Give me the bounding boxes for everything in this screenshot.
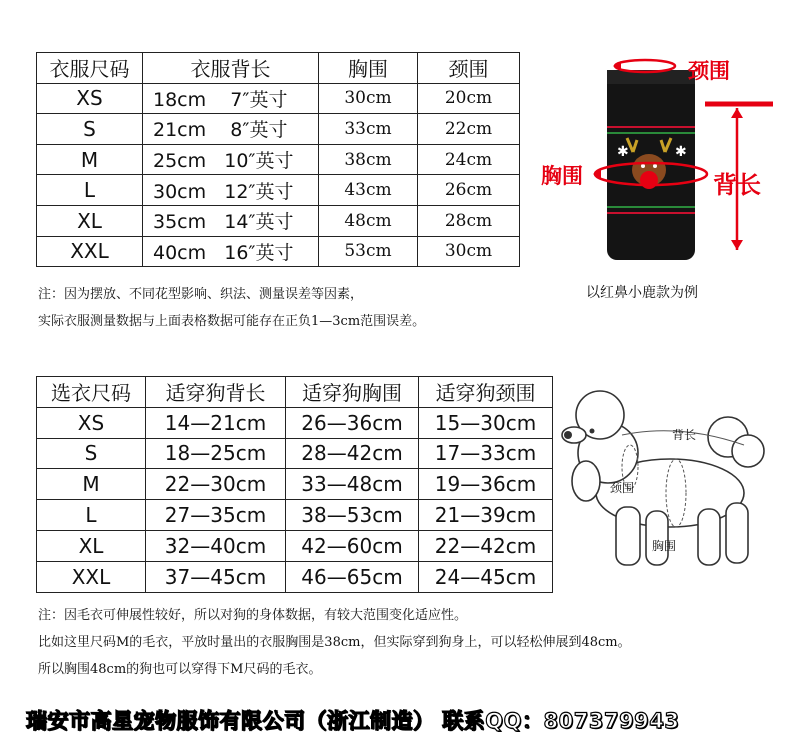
length-cell: 35cm 14″英寸 [143, 205, 319, 236]
size-cell: XS [37, 83, 143, 114]
chest-cell: 42—60cm [286, 530, 419, 561]
back-cell: 27—35cm [146, 500, 286, 531]
chest-cell: 53cm [319, 236, 418, 267]
length-cell: 30cm 12″英寸 [143, 175, 319, 206]
table-row [37, 236, 520, 267]
table-row [37, 144, 520, 175]
size-cell: XL [37, 530, 146, 561]
chest-cell: 33—48cm [286, 469, 419, 500]
table-header-row [37, 377, 553, 408]
size-cell: L [37, 175, 143, 206]
size-cell: XS [37, 407, 146, 438]
length-cell: 40cm 16″英寸 [143, 236, 319, 267]
neck-cell: 28cm [418, 205, 520, 236]
neck-cell: 24—45cm [419, 561, 553, 592]
svg-text:✱: ✱ [675, 144, 687, 160]
sweater-neck-label: 颈围 [688, 59, 730, 83]
neck-cell: 20cm [418, 83, 520, 114]
header-size: 衣服尺码 [37, 53, 143, 84]
back-cell: 18—25cm [146, 438, 286, 469]
sweater-chest-label: 胸围 [541, 164, 583, 188]
length-cell: 25cm 10″英寸 [143, 144, 319, 175]
chest-cell: 26—36cm [286, 407, 419, 438]
length-cell: 21cm 8″英寸 [143, 114, 319, 145]
header-neck: 颈围 [418, 53, 520, 84]
chest-cell: 38cm [319, 144, 418, 175]
header-length: 衣服背长 [143, 53, 319, 84]
size-cell: XXL [37, 236, 143, 267]
table-row [37, 561, 553, 592]
size-cell: M [37, 144, 143, 175]
size-cell: S [37, 438, 146, 469]
neck-cell: 22—42cm [419, 530, 553, 561]
neck-cell: 21—39cm [419, 500, 553, 531]
table-row [37, 407, 553, 438]
neck-cell: 26cm [418, 175, 520, 206]
neck-cell: 17—33cm [419, 438, 553, 469]
sweater-caption: 以红鼻小鹿款为例 [586, 285, 698, 301]
chest-cell: 43cm [319, 175, 418, 206]
header-chest: 胸围 [319, 53, 418, 84]
sweater-length-label: 背长 [713, 171, 761, 199]
header-chest: 适穿狗胸围 [286, 377, 419, 408]
size-cell: M [37, 469, 146, 500]
dog-back-label: 背长 [672, 428, 697, 442]
neck-cell: 24cm [418, 144, 520, 175]
chest-cell: 48cm [319, 205, 418, 236]
svg-text:✱: ✱ [617, 144, 629, 160]
chest-cell: 28—42cm [286, 438, 419, 469]
back-cell: 14—21cm [146, 407, 286, 438]
table-row [37, 175, 520, 206]
garment-size-table [36, 52, 520, 267]
dog-nose-icon [564, 431, 572, 439]
header-neck: 适穿狗颈围 [419, 377, 553, 408]
size-cell: XXL [37, 561, 146, 592]
neck-cell: 30cm [418, 236, 520, 267]
header-size: 选衣尺码 [37, 377, 146, 408]
dog-neck-label: 颈围 [610, 481, 635, 495]
neck-cell: 19—36cm [419, 469, 553, 500]
company-footer: 瑞安市高星宠物服饰有限公司（浙江制造） 联系QQ：807379943 [26, 709, 680, 733]
table-header-row [37, 53, 520, 84]
table-row [37, 205, 520, 236]
table-row [37, 438, 553, 469]
note2-line2: 比如这里尺码M的毛衣，平放时量出的衣服胸围是38cm，但实际穿到狗身上，可以轻松伸展到48cm。 [38, 635, 631, 650]
table-row [37, 83, 520, 114]
size-cell: XL [37, 205, 143, 236]
note2-line3: 所以胸围48cm的狗也可以穿得下M尺码的毛衣。 [38, 662, 322, 677]
dog-chest-label: 胸围 [652, 539, 677, 553]
table-row [37, 114, 520, 145]
chest-cell: 38—53cm [286, 500, 419, 531]
chest-cell: 33cm [319, 114, 418, 145]
length-cell: 18cm 7″英寸 [143, 83, 319, 114]
neck-cell: 15—30cm [419, 407, 553, 438]
neck-cell: 22cm [418, 114, 520, 145]
chest-cell: 46—65cm [286, 561, 419, 592]
note1-line1: 注：因为摆放、不同花型影响、织法、测量误差等因素， [38, 287, 364, 302]
dog-eye-icon [590, 429, 595, 434]
chest-cell: 30cm [319, 83, 418, 114]
table-row [37, 469, 553, 500]
back-cell: 32—40cm [146, 530, 286, 561]
size-cell: L [37, 500, 146, 531]
size-cell: S [37, 114, 143, 145]
note2-line1: 注：因毛衣可伸展性较好，所以对狗的身体数据，有较大范围变化适应性。 [38, 608, 468, 623]
note1-line2: 实际衣服测量数据与上面表格数据可能存在正负1—3cm范围误差。 [38, 314, 426, 329]
back-cell: 37—45cm [146, 561, 286, 592]
table-row [37, 500, 553, 531]
table-row [37, 530, 553, 561]
back-cell: 22—30cm [146, 469, 286, 500]
dog-fit-table [36, 376, 553, 593]
header-back: 适穿狗背长 [146, 377, 286, 408]
